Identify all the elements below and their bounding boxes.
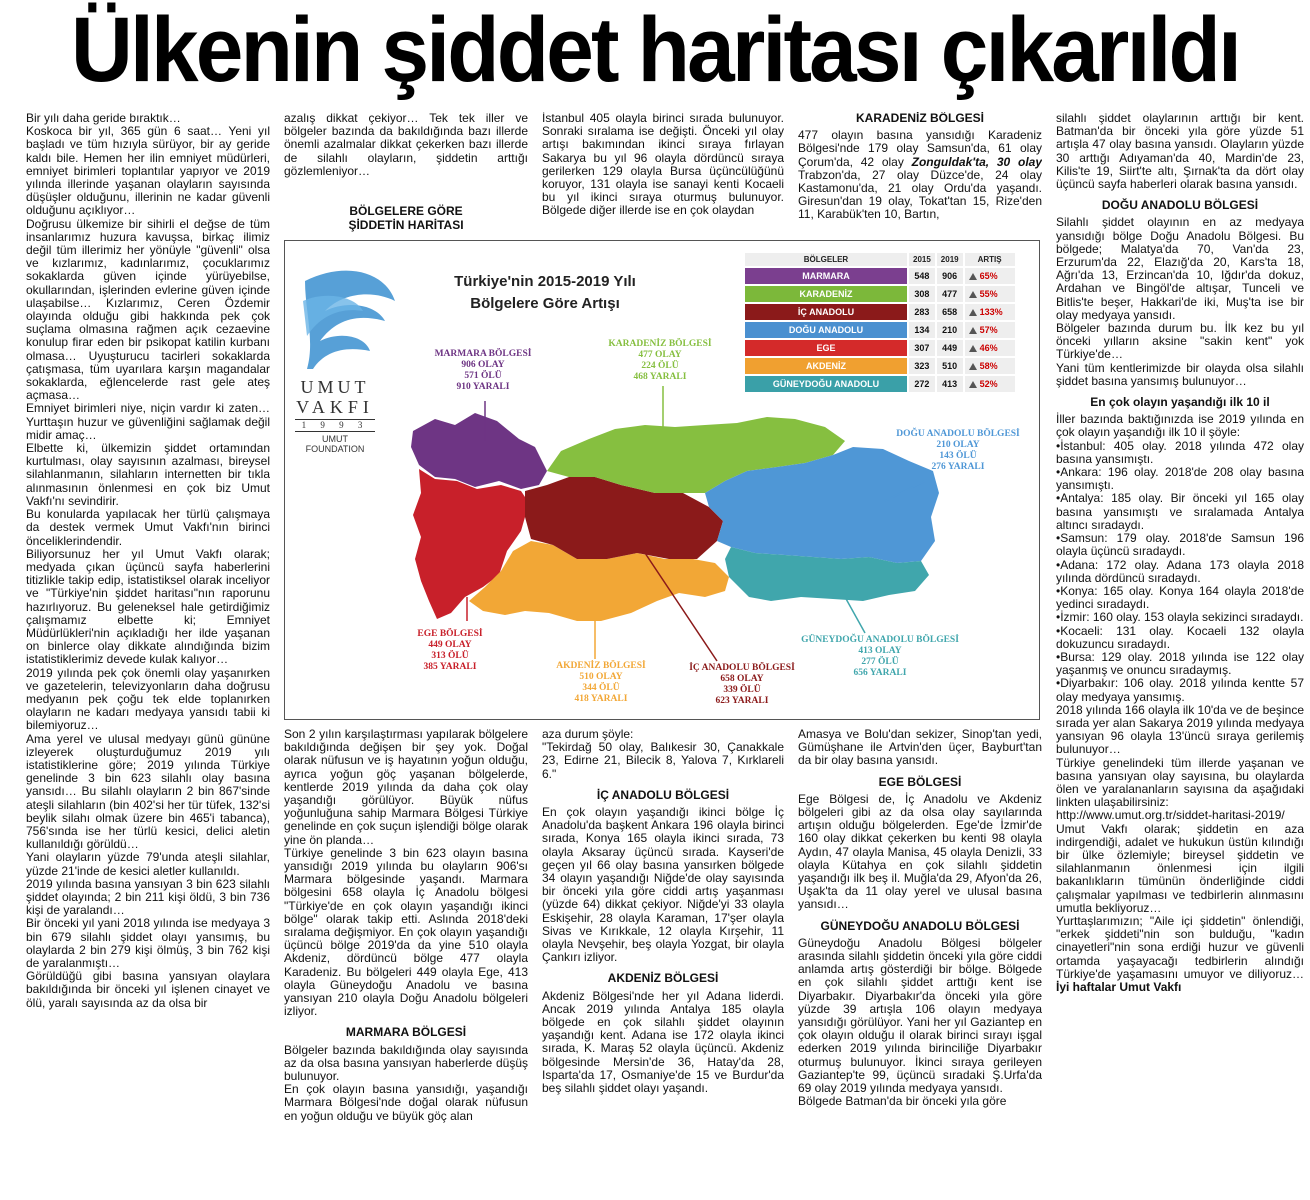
stats-change-value: 57% (979, 325, 998, 335)
label-line: 313 ÖLÜ (431, 651, 469, 661)
arrow-up-icon (969, 381, 977, 388)
dogu-label (883, 429, 1033, 473)
label-line: 339 ÖLÜ (723, 685, 761, 695)
paragraph: İller bazında baktığınızda ise 2019 yılında en çok olayın yaşandığı ilk 10 il şöyle: (1056, 412, 1304, 440)
arrow-up-icon (969, 273, 977, 280)
header-2019: 2019 (937, 253, 963, 266)
stats-2015: 548 (909, 268, 935, 284)
stats-row (745, 376, 1015, 392)
paragraph: Bölgeler bazında bakıldığında olay sayısında az da olsa basına yansıyan haberlerde düşüş bulunuyor. (284, 1042, 528, 1084)
stats-2015: 323 (909, 358, 935, 374)
label-line: EGE BÖLGESİ (417, 629, 483, 639)
stats-region: İÇ ANADOLU (745, 304, 907, 320)
column-4-bottom (798, 728, 1042, 1194)
stats-2019: 477 (937, 286, 963, 302)
label-line: 571 ÖLÜ (464, 371, 502, 381)
text: Trabzon'da, 27 olay Düzce'de, 24 olay Kastamonu'da, 21 olay Ordu'da yaşandı. Giresun'dan 19 olay, Tokat'tan 15, Rize'den 11, Karabük'ten 10, Bartın, (798, 167, 1042, 222)
column-1 (26, 112, 270, 1194)
ege-label (395, 629, 505, 673)
stats-2015: 307 (909, 340, 935, 356)
stats-region: GÜNEYDOĞU ANADOLU (745, 376, 907, 392)
label-line: 658 OLAY (720, 674, 764, 684)
violence-map-infographic (284, 240, 1040, 720)
logo-line: UMUT (300, 377, 370, 397)
paragraph: •Ankara: 196 olay. 2018'de 208 olay basına yansımıştı. (1056, 465, 1304, 493)
paragraph: Amasya ve Bolu'dan sekizer, Sinop'tan yedi, Gümüşhane ile Artvin'den üçer, Bayburt'tan da bir olay basına yansıdı. (798, 728, 1042, 768)
guneydogu-heading: GÜNEYDOĞU ANADOLU BÖLGESİ (820, 918, 1020, 933)
signoff: İyi haftalar Umut Vakfı (1056, 980, 1182, 994)
marmara-label (413, 349, 553, 393)
paragraph: •Samsun: 179 olay. 2018'de Samsun 196 olayla üçüncü sıradaydı. (1056, 531, 1304, 559)
paragraph: aza durum şöyle: (542, 728, 634, 741)
label-line: 623 YARALI (715, 696, 769, 706)
stats-change (965, 358, 1015, 374)
paragraph: En çok olayın basına yansıdığı, yaşandığı Marmara Bölgesi'nde doğal olarak nüfusun en yoğun olduğu ve büyük göç alan (284, 1082, 528, 1123)
marmara-heading: MARMARA BÖLGESİ (345, 1025, 467, 1040)
header-region: BÖLGELER (745, 253, 907, 266)
label-line: DOĞU ANADOLU BÖLGESİ (896, 429, 1020, 439)
paragraph: Türkiye genelindeki tüm illerde yaşanan ve basına yansıyan olay sayısına, bu olaylarda ölen ve yaralananların sayısına da aşağıdaki linkten ulaşabilirsiniz: (1056, 755, 1304, 810)
paragraph: Yani tüm kentlerimizde bir olayda olsa silahlı şiddet basına yansımış bulunuyor… (1056, 360, 1304, 388)
paragraph: •İstanbul: 405 olay. 2018 yılında 472 olay basına yansımıştı. (1056, 438, 1304, 466)
column-2-bottom (284, 728, 528, 1194)
label-line: 910 YARALI (456, 382, 510, 392)
paragraph: •Kocaeli: 131 olay. Kocaeli 132 olayla dokuzuncu sıradaydı. (1056, 623, 1304, 651)
akdeniz-label (541, 661, 661, 705)
logo-line: FOUNDATION (305, 444, 365, 454)
stats-change (965, 268, 1015, 284)
column-4-top (798, 112, 1042, 242)
stats-change-value: 133% (979, 307, 1003, 317)
icanadolu-heading: İÇ ANADOLU BÖLGESİ (596, 787, 730, 802)
paragraph: azalış dikkat çekiyor… Tek tek iller ve bölgeler bazında da bakıldığında bazı illerde önemli azalmalar dikkat çekerken bazı illerde de silahlı olayların, şiddetin arttığı gözlemleniyor… (284, 112, 528, 178)
paragraph: Umut Vakfı olarak; şiddetin en aza indirgendiği, adalet ve hukukun üstün kılındığı bir ülke özlemiyle; bireysel şiddetin ve silahlanmanın önlenmesi için ilgili bakanlıkların tümünün önderliğinde ciddi çalışmalar yapılması ve tedbirlerin alınmasını umutla bekliyoruz… (1056, 821, 1304, 915)
label-line: GÜNEYDOĞU ANADOLU BÖLGESİ (801, 635, 959, 645)
stats-region: AKDENİZ (745, 358, 907, 374)
paragraph: •Adana: 172 olay. Adana 173 olayla 2018 yılında dördüncü sıradaydı. (1056, 557, 1304, 585)
label-line: 385 YARALI (423, 662, 477, 672)
label-line: 418 YARALI (574, 694, 628, 704)
column-3-bottom (542, 728, 784, 1194)
stats-change (965, 304, 1015, 320)
paragraph: Yani olayların yüzde 79'unda ateşli silahlar, yüzde 21'inde de kesici aletler kullanıldı. (26, 850, 270, 878)
label-line: 277 ÖLÜ (861, 657, 899, 667)
column-3-top (542, 112, 784, 240)
stats-change (965, 340, 1015, 356)
guneydogu-label (795, 635, 965, 679)
paragraph: Bölgeler bazında durum bu. İlk kez bu yıl önceki yılların aksine "sakin kent" yok Türkiye'de… (1056, 321, 1304, 362)
stats-2019: 210 (937, 322, 963, 338)
map-heading-line-2: ŞİDDETİN HARİTASI (348, 218, 464, 232)
paragraph: •Diyarbakır: 106 olay. 2018 yılında kentte 57 olay medyaya yansımış. (1056, 676, 1304, 704)
label-line: 276 YARALI (931, 462, 985, 472)
logo-line: UMUT (322, 434, 348, 444)
header-change: ARTIŞ (965, 253, 1015, 266)
umut-vakfi-logo-icon (303, 271, 395, 369)
label-line: 656 YARALI (853, 668, 907, 678)
paragraph: Silahlı şiddet olayının en az medyaya yansıdığı bölge Doğu Anadolu Bölgesi. Bu bölgede; Malatya'da 70, Van'da 23, Erzurum'da 22, Elazığ'da 20, Kars'ta 18, Ağrı'da 13, Erzincan'da 10, Iğdır'da dokuz, Ardahan ve Bingöl'de altışar, Tunceli ve Bitlis'te beşer, Hakkari'de iki, Muş'ta ise bir olay medyaya yansıdı. (1056, 215, 1304, 322)
headline: Ülkenin şiddet haritası çıkarıldı (71, 0, 1239, 101)
label-line: MARMARA BÖLGESİ (434, 349, 532, 359)
paragraph: •Antalya: 185 olay. Bir önceki yıl 165 olay basına yansımıştı ve sıralamada Antalya altıncı sıradaydı. (1056, 491, 1304, 532)
map-title-line-2: Bölgelere Göre Artışı (470, 295, 620, 312)
arrow-up-icon (969, 363, 977, 370)
ege-heading: EGE BÖLGESİ (878, 774, 962, 789)
paragraph: Emniyet birimleri niye, niçin vardır ki zaten… Yurttaşın huzur ve güvenliğini sağlamak değil midir amaç… (26, 401, 270, 442)
paragraph: Elbette ki, ülkemizin şiddet ortamından kurtulması, olay sayısının azalması, bireysel silahlanmanın, silahların internetten bir tıkla alınmasının önlenmesi en çok biz Umut Vakfı'nı sevindirir. (26, 441, 270, 508)
arrow-up-icon (969, 309, 977, 316)
icanadolu-label (677, 663, 807, 707)
label-line: 143 ÖLÜ (939, 451, 977, 461)
label-line: 210 OLAY (936, 440, 980, 450)
paragraph: 2019 yılında pek çok önemli olay yaşanırken ve gazetelerin, televizyonların daha doğrusu medyanın pek çoğu tek elde toplanırken olayların ne kadarı medyaya yansıdı tabii ki bilemiyoruz… (26, 665, 270, 733)
region-stats-table (743, 251, 1017, 394)
label-line: 477 OLAY (638, 350, 682, 360)
paragraph: 2018 yılında 166 olayla ilk 10'da ve de beşince sırada yer alan Sakarya 2019 yılında medyaya yansıyan 96 olayla 13'üncü sıraya gerilemiş bulunuyor… (1056, 702, 1304, 757)
stats-2019: 449 (937, 340, 963, 356)
paragraph: Ama yerel ve ulusal medyayı günü gününe izleyerek oluşturduğumuz 2019 yılı istatistiklerine göre; 2019 yılında Türkiye genelinde 3 bin 623 silahlı olay basına yansıdı… Bu silahlı olayların 2 bin 867'sinde ateşli silahların (bin 402'si her tür tüfek, 132'si beylik silahı olmak üzere bin 465'i tabanca), 756'sında ise her türlü kesici, delici aletin kullanıldığı görüldü… (26, 731, 270, 852)
label-line: 449 OLAY (428, 640, 472, 650)
stats-change-value: 52% (979, 379, 998, 389)
stats-2015: 272 (909, 376, 935, 392)
paragraph (798, 129, 1042, 221)
paragraph: Görüldüğü gibi basına yansıyan olaylara bakıldığında bir önceki yıl işlenen cinayet ve ölü, yaralı sayısında az da olsa bir (26, 969, 270, 1010)
paragraph: "Tekirdağ 50 olay, Balıkesir 30, Çanakkale 23, Edirne 21, Bilecik 8, Yalova 7, Kırklareli 6." (542, 740, 784, 781)
label-line: 344 ÖLÜ (582, 683, 620, 693)
top10-heading: En çok olayın yaşandığı ilk 10 il (1090, 395, 1270, 410)
paragraph: Son 2 yılın karşılaştırması yapılarak bölgelere bakıldığında değişen bir şey yok. Doğal olarak nüfusun ve iş hayatının yoğun olduğu, ayrıca yoğun göç yaşanan bölgelerde, kentlerde 2019 yılında da daha çok olay yaşandığı görülüyor. Büyük nüfus yoğunluğuna sahip Marmara Bölgesi Türkiye genelinde en çok suçun işlendiği bölge olarak yine ön planda… (284, 728, 528, 847)
stats-region: EGE (745, 340, 907, 356)
label-line: AKDENİZ BÖLGESİ (556, 661, 646, 671)
paragraph: http://www.umut.org.tr/siddet-haritasi-2019/ (1056, 808, 1285, 823)
label-line: 510 OLAY (579, 672, 623, 682)
paragraph (1056, 915, 1304, 994)
paragraph: Bölgede Batman'da bir önceki yıla göre (798, 1094, 1007, 1109)
stats-row (745, 268, 1015, 284)
akdeniz-heading: AKDENİZ BÖLGESİ (607, 971, 719, 986)
stats-2019: 413 (937, 376, 963, 392)
label-line: 468 YARALI (633, 372, 687, 382)
paragraph: En çok olayın yaşandığı ikinci bölge İç Anadolu'da başkent Ankara 196 olayla birinci sırada, Konya 165 olayla ikinci sırada, 73 olayla Aksaray üçüncü sırada. Kayseri'de geçen yıl 66 olay basına yansırken bölgede 34 olayın yaşandığı Niğde'de olay sayısında bir önceki yıla göre ciddi artış yaşanması (yüzde 64) dikkat çekiyor. Niğde'yi 33 olayla Eskişehir, 28 olayla Karaman, 17'şer olayla Sivas ve Kırıkkale, 12 olayla Kırşehir, 11 olayla Nevşehir, beş olayla Yozgat, bir olayla Çankırı izliyor. (542, 805, 784, 965)
stats-row (745, 358, 1015, 374)
paragraph: •Konya: 165 olay. Konya 164 olayla 2018'de yedinci sıradaydı. (1056, 583, 1304, 612)
stats-region: MARMARA (745, 268, 907, 284)
guneydogu-leader-line (845, 597, 865, 633)
stats-change (965, 286, 1015, 302)
paragraph: •İzmir: 160 olay. 153 olayla sekizinci sıradaydı. (1056, 610, 1304, 625)
stats-2015: 134 (909, 322, 935, 338)
stats-2019: 906 (937, 268, 963, 284)
stats-region: KARADENİZ (745, 286, 907, 302)
paragraph: Türkiye genelinde 3 bin 623 olayın basına yansıdığı 2019 yılında bu olayların 906'sı Marmara bölgesinde yaşandı. Marmara bölgesini 658 olayla İç Anadolu bölgesi "Türkiye'de en çok olayın yaşandığı ikinci bölge" olarak takip etti. Aslında 2018'deki sıralama değişmiyor. En çok olayın yaşandığı üçüncü bölge 2019'da da yine 510 olayla Akdeniz, dördüncü bölge 477 olayla Karadeniz. Bu bölgeleri 449 olayla Ege, 413 olayla Güneydoğu Anadolu ve basına yansıyan 210 olayla Doğu Anadolu bölgeleri izliyor. (284, 845, 528, 1019)
label-line: KARADENİZ BÖLGESİ (608, 339, 712, 349)
stats-change-value: 58% (979, 361, 998, 371)
stats-change (965, 376, 1015, 392)
stats-change-value: 46% (979, 343, 998, 353)
umut-vakfi-logo (295, 377, 375, 454)
logo-line: VAKFI (296, 397, 374, 417)
map-title-line-1: Türkiye'nin 2015-2019 Yılı (454, 273, 636, 290)
stats-2015: 283 (909, 304, 935, 320)
paragraph: İstanbul 405 olayla birinci sırada bulunuyor. Sonraki sıralama ise değişti. Önceki yıl olay artışı bakımından ikinci sıraya fırlayan Sakarya bu yıl 96 olayla dördüncü sıraya gerilerken 129 olayla Bursa üçüncülüğünü koruyor, 131 olayla ise sanayi kenti Kocaeli bu yıl ikinci sıraya oturmuş bulunuyor. Bölgede diğer illerde ise en çok olaydan (542, 112, 784, 218)
stats-2019: 510 (937, 358, 963, 374)
paragraph: Akdeniz Bölgesi'nde her yıl Adana liderdi. Ancak 2019 yılında Antalya 185 olayla bölgede en çok silahlı şiddet olayının yaşandığı kent. Adana ise 172 olayla ikinci sırada, K. Maraş 52 olayla üçüncü. Akdeniz bölgesinde Mersin'de 36, Hatay'da 28, Isparta'da 17, Osmaniye'de 15 ve Burdur'da beş silahlı şiddet olayı yaşandı. (542, 988, 784, 1096)
label-line: 906 OLAY (461, 360, 505, 370)
karadeniz-heading: KARADENİZ BÖLGESİ (855, 112, 984, 125)
paragraph: Güneydoğu Anadolu Bölgesi bölgeler arasında silahlı şiddetin önceki yıla göre ciddi anlamda artış gösterdiği bir bölge. Bölgede en çok silahlı şiddet arttığı kent ise Diyarbakır. Diyarbakır'da önceki yıla göre yüzde 39 artışla 106 olayın medyaya yansıdığı görülüyor. Yani her yıl Gaziantep en çok olayın olduğu il olarak birinci sırayı işgal ederken 2019 yılında birinciliğe Diyarbakır oturmuş bulunuyor. İkinci sıraya gerileyen Gaziantep'te 99, üçüncü sıradaki Ş.Urfa'da 69 olay 2019 yılında medyaya yansıdı. (798, 935, 1042, 1096)
paragraph: Doğrusu ülkemize bir sihirli el değse de tüm insanlarımız huzura kavuşsa, birkaç ilimiz değil tüm illerimiz her yönüyle "güvenli" olsa ve kızlarımız, kadınlarımız, çocuklarımız sokaklarda güven içinde yürüyebilse, okullarından, işlerinden evlerine güven içinde ulaşabilse… Kızlarımız, Ceren Özdemir olayında olduğu gibi hakkında pek çok suçlama olmasına rağmen açık cezaevine konulup firar eden bir psikopat katilin kurbanı olmasa… Uyuşturucu tacirleri sokaklarda çatışmasa, tüm uyarılara karşın magandalar sokaklarda, eğlencelerde rast gele ateş açmasa… (26, 216, 270, 403)
label-line: İÇ ANADOLU BÖLGESİ (689, 663, 795, 673)
map-heading-line-1: BÖLGELERE GÖRE (349, 204, 463, 218)
stats-row (745, 340, 1015, 356)
column-5 (1056, 112, 1304, 1194)
label-line: 224 ÖLÜ (641, 361, 679, 371)
arrow-up-icon (969, 345, 977, 352)
paragraph: Koskoca bir yıl, 365 gün 6 saat… Yeni yıl başladı ve tüm hızıyla sürüyor, bir ay geride kaldı bile. Hemen her ilin emniyet müdürleri, emniyet birimleri toplantılar yapıyor ve 2019 yılında illerinde yaşanan olayların sayısında düşüşler olduğunu, illerinin ne kadar güvenli olduğunu açıklıyor… (26, 124, 270, 218)
paragraph: •Bursa: 129 olay. 2018 yılında ise 122 olay yaşanmış ve onuncu sıradaymış. (1056, 649, 1304, 678)
stats-2015: 308 (909, 286, 935, 302)
column-2-top (284, 112, 528, 182)
paragraph: Ege Bölgesi de, İç Anadolu ve Akdeniz bölgeleri gibi az da olsa olay sayılarında artışın olduğu bölgelerden. Ege'de İzmir'de 160 olay dikkat çekerken bu kenti 98 olayla Aydın, 47 olayla Manisa, 45 olayla Denizli, 33 olayla Kütahya en çok silahlı şiddetin yaşandığı ilk beş il. Muğla'da 29, Afyon'da 26, Uşak'ta da 11 olay yerel ve ulusal basına yansıdı… (798, 791, 1042, 912)
paragraph: Bir yılı daha geride bıraktık… (26, 112, 181, 125)
stats-row (745, 304, 1015, 320)
paragraph: Bir önceki yıl yani 2018 yılında ise medyaya 3 bin 679 silahlı şiddet olayı yansımış, bu olaylarda 2 bin 279 kişi ölmüş, 3 bin 762 kişi de yaralanmıştı… (26, 916, 270, 970)
stats-2019: 658 (937, 304, 963, 320)
paragraph: Biliyorsunuz her yıl Umut Vakfı olarak; medyada çıkan üçüncü sayfa haberlerini titizlikle takip edip, istatistiksel olarak inceliyor ve "Türkiye'nin şiddet haritası"nın raporunu hazırlıyoruz. Bu geleneksel hale getirdiğimiz çalışmamız elbette ki; Emniyet Müdürlükleri'nin açıkladığı her ilde yaşanan on binlerce olay dikkate alındığında bizim istatistiklerimiz devede kulak kalıyor… (26, 546, 270, 667)
stats-change-value: 65% (979, 271, 998, 281)
paragraph: Bu konularda yapılacak her türlü çalışmaya da destek vermek Umut Vakfı'nın birinci önceliklerindendir. (26, 507, 270, 548)
dogu-anadolu-heading: DOĞU ANADOLU BÖLGESİ (1101, 198, 1259, 213)
arrow-up-icon (969, 291, 977, 298)
arrow-up-icon (969, 327, 977, 334)
map-section-heading (284, 204, 528, 232)
text: Yurttaşlarımızın; "Aile içi şiddetin" önlendiği, "erkek şiddeti"nin son bulduğu, "kadın cinayetleri"nin sona erdiği huzur ve güvenli ortamda yaşayacağı tedbirlerin alındığı Türkiye'de yaşamasını umuyor ve diliyoruz… (1056, 913, 1304, 981)
stats-change-value: 55% (979, 289, 998, 299)
stats-region: DOĞU ANADOLU (745, 322, 907, 338)
paragraph: 2019 yılında basına yansıyan 3 bin 623 silahlı şiddet olayında; 2 bin 211 kişi öldü, 3 bin 736 kişi de yaralandı… (26, 876, 270, 918)
emphasis: Zonguldak'ta, 30 olay (911, 154, 1042, 169)
stats-row (745, 286, 1015, 302)
logo-year: 1 9 9 3 (295, 419, 375, 432)
stats-change (965, 322, 1015, 338)
header-2015: 2015 (909, 253, 935, 266)
label-line: 413 OLAY (858, 646, 902, 656)
map-title (425, 271, 665, 315)
stats-row (745, 322, 1015, 338)
karadeniz-label (585, 339, 735, 383)
text: 477 olayın basına yansıdığı Karadeniz Bölgesi'nde 179 olay Samsun'da, 61 olay Çorum'da, 42 olay (798, 128, 1042, 169)
paragraph: silahlı şiddet olaylarının arttığı bir kent. Batman'da bir önceki yıla göre yüzde 51 artışla 47 olay basına yansıdı. Olayların yüzde 30 arttığı Adıyaman'da 40, Mardin'de 23, Kilis'te 19, Siirt'te altı, Şırnak'ta da dört olay üçüncü sayfa haberleri olarak basına yansıdı. (1056, 112, 1304, 192)
